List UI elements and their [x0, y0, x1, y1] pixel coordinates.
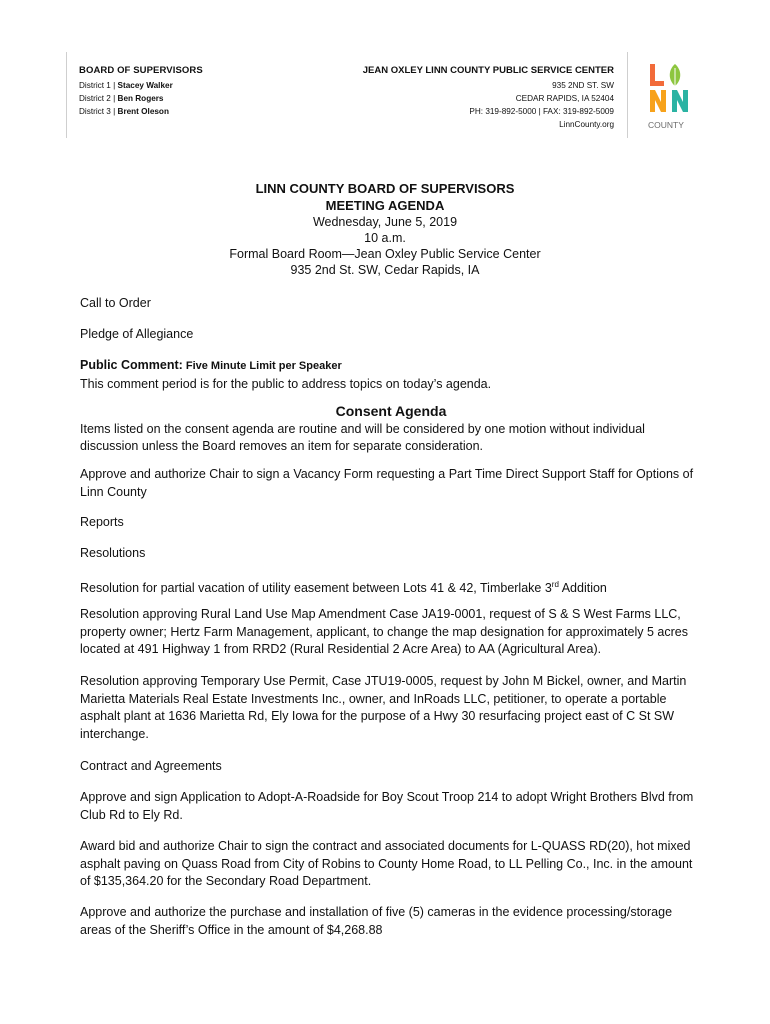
- district-1-name: Stacey Walker: [117, 81, 173, 90]
- district-3-name: Brent Oleson: [117, 107, 169, 116]
- district-2: District 2 | Ben Rogers: [79, 94, 164, 103]
- meeting-time: 10 a.m.: [364, 231, 406, 245]
- consent-agenda-description: Items listed on the consent agenda are routine and will be considered by one motion without individual discussion unless the Board removes an item for separate consideration.: [80, 421, 645, 453]
- consent-item-vacancy-form: Approve and authorize Chair to sign a Vacancy Form requesting a Part Time Direct Support Staff for Options of Linn County: [80, 467, 694, 499]
- meeting-agenda-title: MEETING AGENDA: [325, 198, 445, 213]
- street-address: 935 2ND ST. SW: [552, 81, 614, 90]
- district-1: District 1 | Stacey Walker: [79, 81, 173, 90]
- pledge-of-allegiance: Pledge of Allegiance: [80, 327, 194, 341]
- resolution-utility-easement: Resolution for partial vacation of utility easement between Lots 41 & 42, Timberlake 3rd Addition: [80, 580, 607, 596]
- service-center-title: JEAN OXLEY LINN COUNTY PUBLIC SERVICE CENTER: [362, 65, 614, 76]
- logo-county-text: COUNTY: [648, 120, 684, 130]
- board-name-title: LINN COUNTY BOARD OF SUPERVISORS: [255, 181, 515, 196]
- call-to-order: Call to Order: [80, 296, 151, 310]
- resolutions-heading: Resolutions: [80, 546, 146, 560]
- consent-agenda-section: [80, 403, 702, 456]
- consent-agenda-title: Consent Agenda: [335, 403, 447, 419]
- resolution-land-use-amendment: Resolution approving Rural Land Use Map Amendment Case JA19-0001, request of S & S West Farms LLC, property owner; Hertz Farm Management, applicant, to change the map designation for approximately 5 acres located at 491 Highway 1 from RRD2 (Rural Residential 2 Acre Area) to AA (Agricultural Area).: [80, 607, 688, 656]
- contract-quass-road-paving: Award bid and authorize Chair to sign the contract and associated documents for L-QUASS RD(20), hot mixed asphalt paving on Quass Road from City of Robins to County Home Road, to LL Pelling Co., Inc. in the amount of $135,364.20 for the Secondary Road Department.: [80, 839, 693, 888]
- resolution-temporary-use-permit: Resolution approving Temporary Use Permit, Case JTU19-0005, request by John M Bickel, owner, and Martin Marietta Materials Real Estate Investments Inc., owner, and InRoads LLC, petitioner, to operate a portable asphalt plant at 1636 Marietta Rd, Ely Iowa for the purpose of a Hwy 30 resurfacing project east of C St SW interchange.: [80, 674, 687, 741]
- agenda-heading: [0, 180, 770, 278]
- website: LinnCounty.org: [559, 120, 614, 129]
- meeting-location: Formal Board Room—Jean Oxley Public Service Center: [229, 247, 541, 261]
- meeting-address: 935 2nd St. SW, Cedar Rapids, IA: [290, 263, 480, 277]
- public-comment-section: [80, 357, 702, 393]
- meeting-date: Wednesday, June 5, 2019: [312, 215, 458, 229]
- contract-sheriff-cameras: Approve and authorize the purchase and installation of five (5) cameras in the evidence processing/storage areas of the Sheriff’s Office in the amount of $4,268.88: [80, 905, 673, 937]
- linn-county-logo: [646, 60, 702, 136]
- contract-agreements-heading: Contract and Agreements: [80, 759, 222, 773]
- contract-adopt-a-roadside: Approve and sign Application to Adopt-A-Roadside for Boy Scout Troop 214 to adopt Wright Brothers Blvd from Club Rd to Ely Rd.: [80, 790, 694, 822]
- public-comment-header: [80, 357, 702, 376]
- public-comment-text: This comment period is for the public to address topics on today’s agenda.: [80, 376, 492, 391]
- city-address: CEDAR RAPIDS, IA 52404: [515, 94, 614, 103]
- phone-fax: PH: 319-892-5000 | FAX: 319-892-5009: [469, 107, 614, 116]
- district-3: District 3 | Brent Oleson: [79, 107, 169, 116]
- public-comment-label: Public Comment:: [80, 358, 183, 372]
- public-comment-limit: Five Minute Limit per Speaker: [182, 360, 342, 372]
- letterhead: [66, 52, 710, 138]
- reports-heading: Reports: [80, 515, 124, 529]
- service-center-block: [363, 52, 628, 138]
- board-of-supervisors-block: [66, 52, 203, 138]
- district-2-name: Ben Rogers: [117, 94, 164, 103]
- board-title: BOARD OF SUPERVISORS: [79, 65, 203, 76]
